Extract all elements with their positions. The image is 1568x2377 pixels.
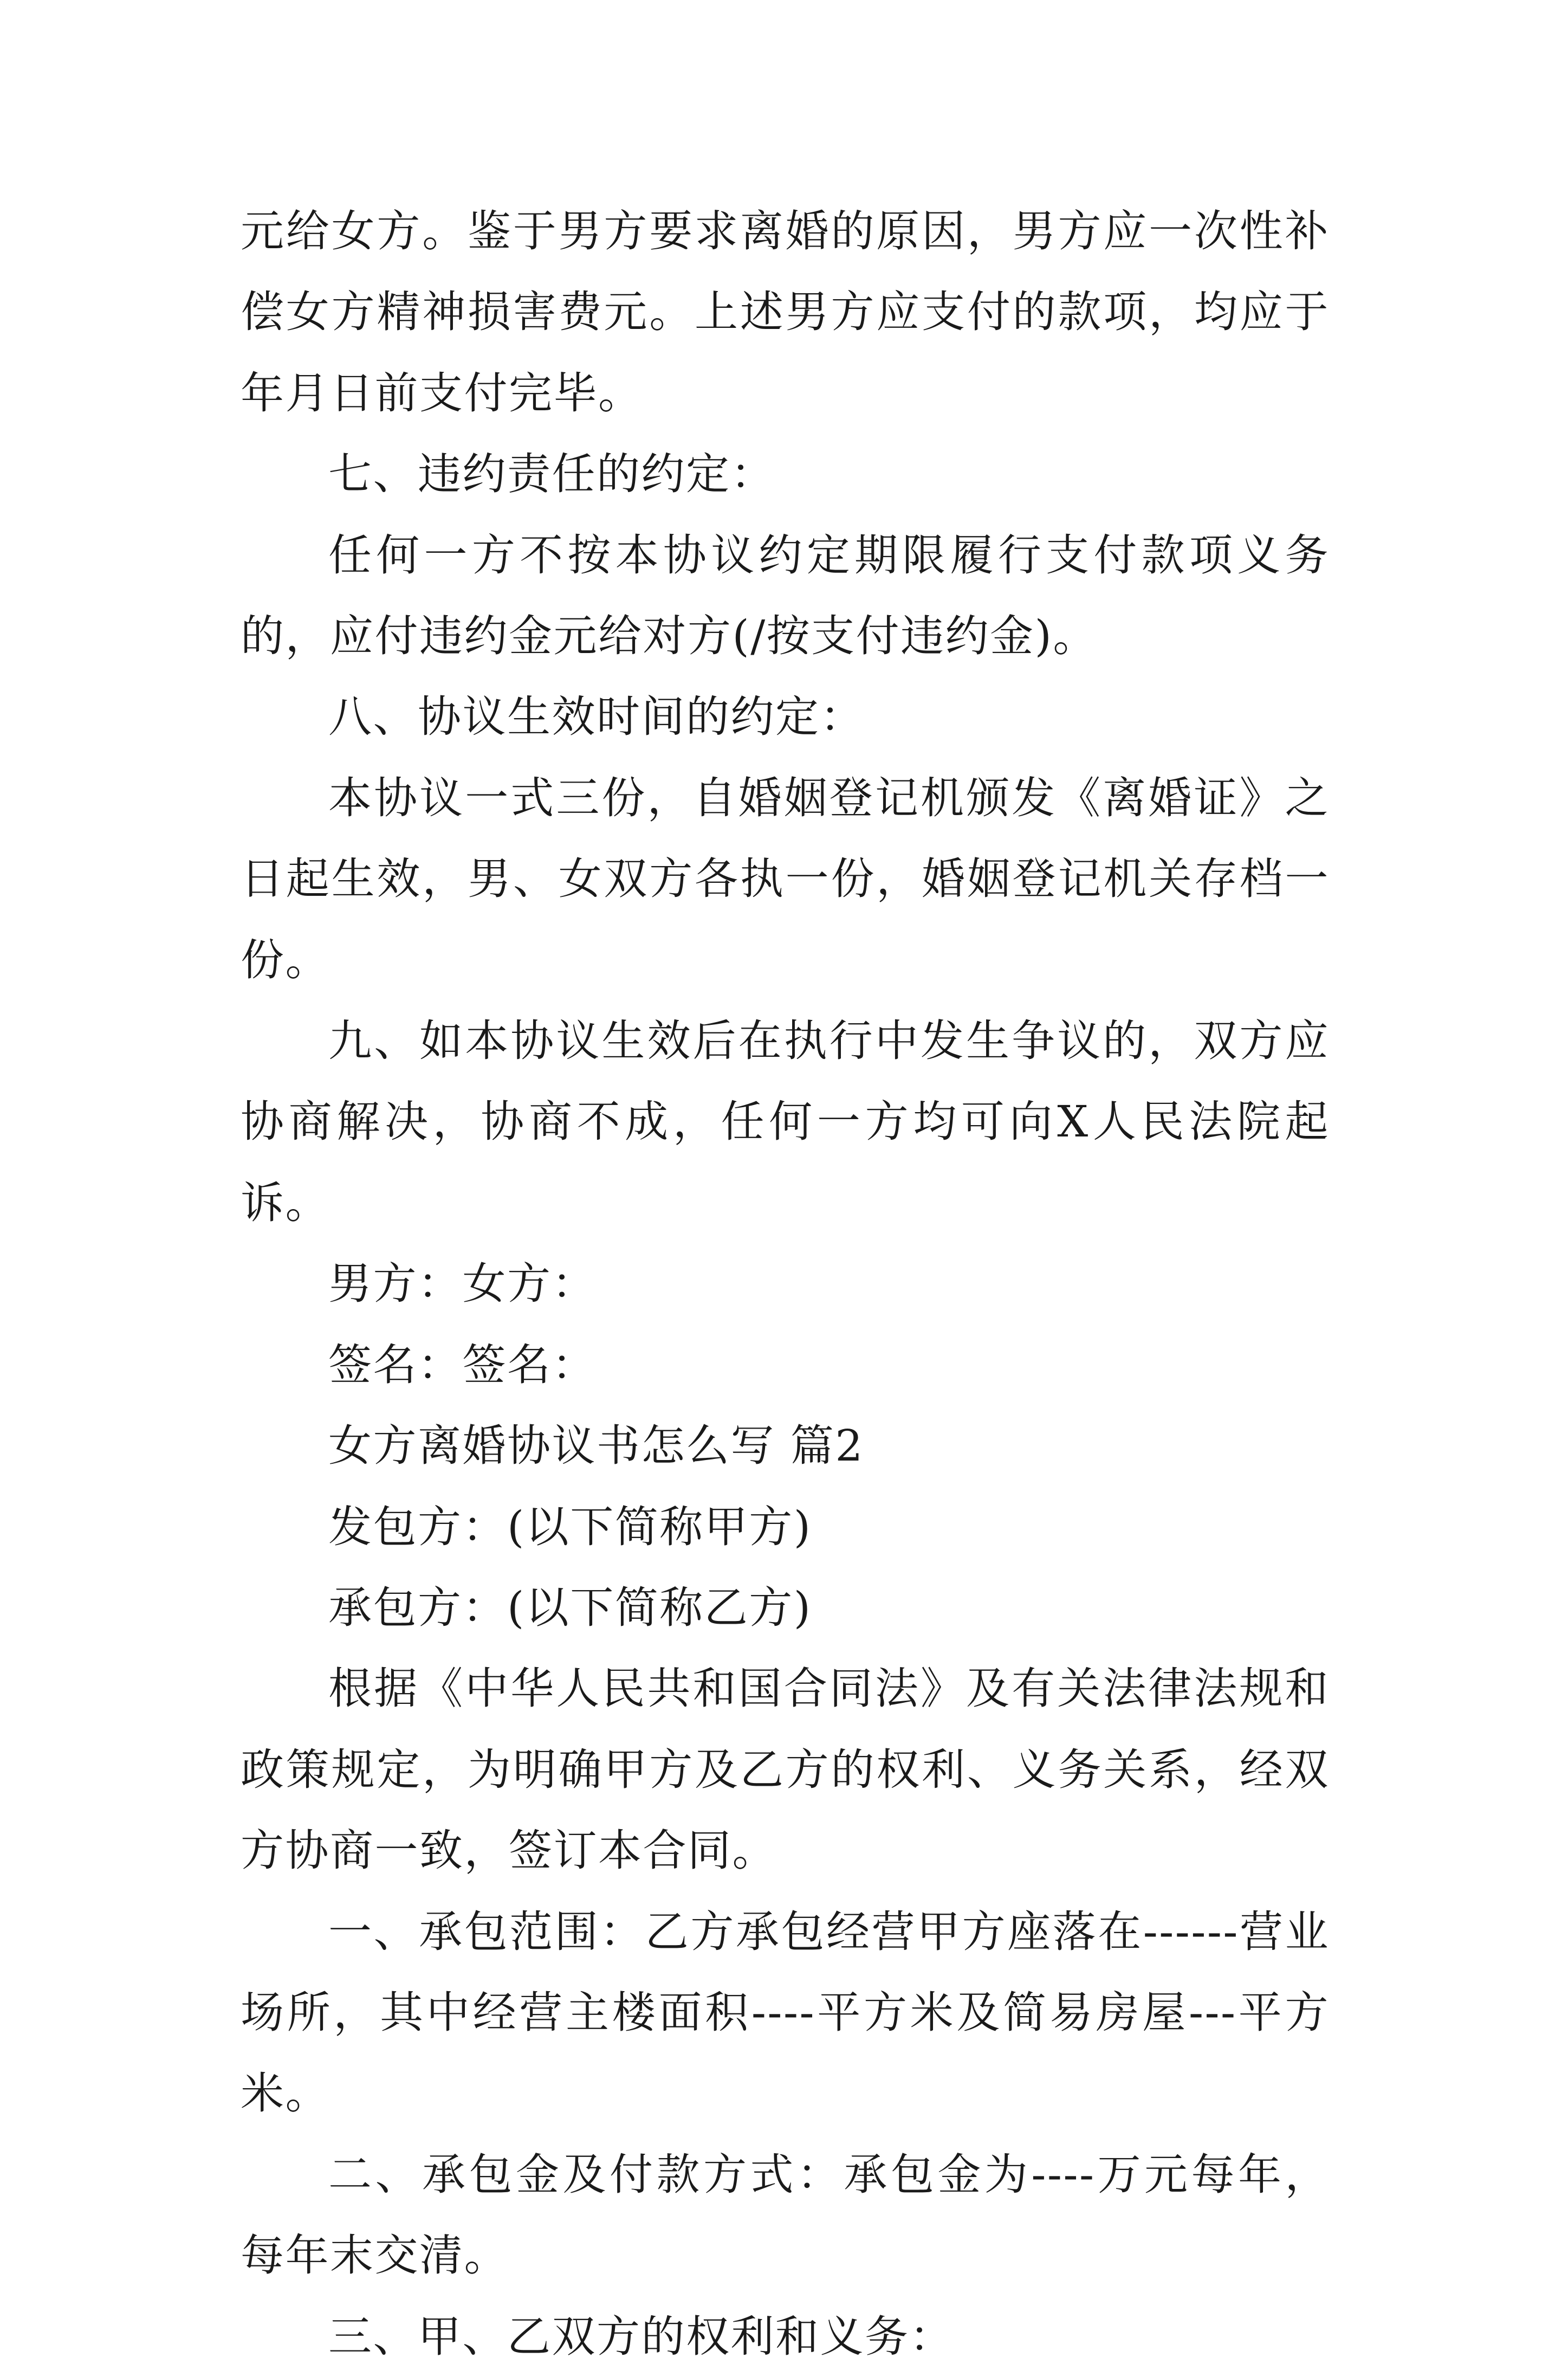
section-title-part-2: 女方离婚协议书怎么写 篇2	[328, 1420, 864, 1471]
signature-line: 签名：签名：	[328, 1339, 597, 1390]
paragraph-dispute-resolution: 九、如本协议生效后在执行中发生争议的，双方应协商解决，协商不成，任何一方均可向X人民法院起诉。	[241, 1016, 1330, 1228]
paragraph-breach-penalty: 任何一方不按本协议约定期限履行支付款项义务的，应付违约金元给对方(/按支付违约金)。	[241, 529, 1330, 662]
clause-payment-terms: 二、承包金及付款方式：承包金为----万元每年，每年末交清。	[241, 2149, 1330, 2281]
paragraph-compensation-payment: 元给女方。鉴于男方要求离婚的原因，男方应一次性补偿女方精神损害费元。上述男方应支付的款项，均应于年月日前支付完毕。	[241, 206, 1330, 418]
document-body	[241, 191, 1330, 2377]
clause-contract-scope: 一、承包范围：乙方承包经营甲方座落在------营业场所，其中经营主楼面积----平方米及简易房屋---平方米。	[241, 1906, 1330, 2119]
heading-effective-date: 八、协议生效时间的约定：	[328, 692, 865, 742]
paragraph-copies-and-effect: 本协议一式三份，自婚姻登记机颁发《离婚证》之日起生效，男、女双方各执一份，婚姻登记机关存档一份。	[241, 772, 1330, 985]
parties-line: 男方：女方：	[328, 1258, 597, 1309]
heading-breach-liability: 七、违约责任的约定：	[328, 449, 775, 500]
contract-issuer-line: 发包方：(以下简称甲方)	[328, 1501, 812, 1552]
contractor-line: 承包方：(以下简称乙方)	[328, 1582, 812, 1633]
paragraph-legal-basis: 根据《中华人民共和国合同法》及有关法律法规和政策规定，为明确甲方及乙方的权利、义务关系，经双方协商一致，签订本合同。	[241, 1663, 1330, 1876]
clause-rights-obligations-heading: 三、甲、乙双方的权利和义务：	[328, 2311, 954, 2362]
